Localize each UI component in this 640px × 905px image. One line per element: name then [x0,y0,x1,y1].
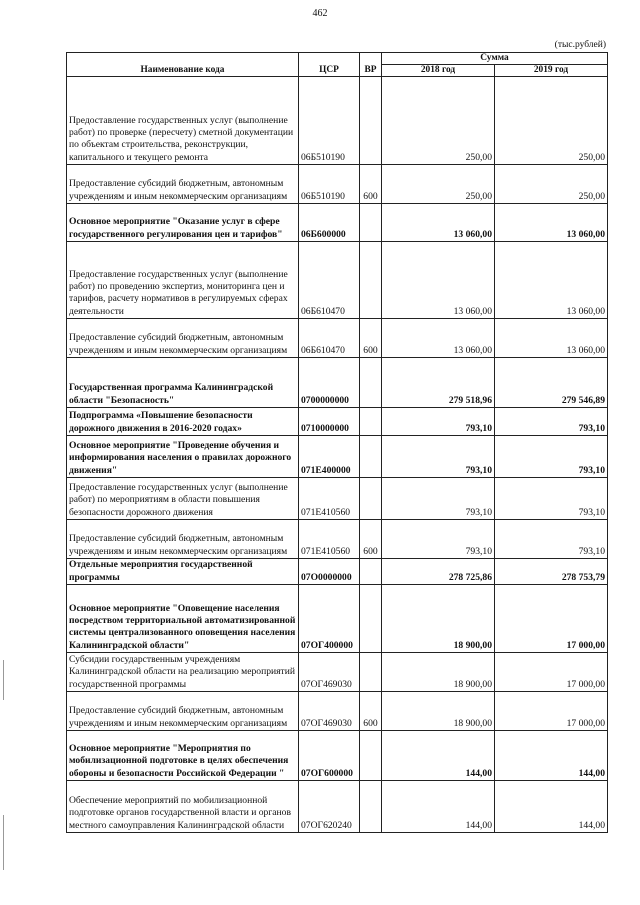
row-amount-2018: 13 060,00 [382,242,495,319]
row-vr-code [360,436,382,478]
table-body [67,77,608,833]
row-name: Предоставление субсидий бюджетным, автономным учреждениям и иным некоммерческим организациям [67,520,299,559]
table-row [67,559,608,585]
row-amount-2019: 13 060,00 [495,204,608,242]
row-amount-2018: 250,00 [382,165,495,204]
table-row [67,585,608,653]
row-csr-code: 07ОГ469030 [299,692,360,731]
table-row [67,520,608,559]
row-vr-code [360,242,382,319]
row-csr-code: 07ОГ620240 [299,781,360,833]
header-vr: ВР [360,53,382,77]
table-row [67,242,608,319]
row-amount-2018: 278 725,86 [382,559,495,585]
row-csr-code: 07ОГ600000 [299,731,360,781]
row-amount-2019: 793,10 [495,408,608,436]
table-row [67,653,608,692]
budget-table [66,52,608,833]
row-csr-code: 071Е410560 [299,478,360,520]
row-name: Отдельные мероприятия государственной программы [67,559,299,585]
row-name: Подпрограмма «Повышение безопасности дорожного движения в 2016-2020 годах» [67,408,299,436]
row-vr-code [360,559,382,585]
row-csr-code: 07О0000000 [299,559,360,585]
row-name: Предоставление субсидий бюджетным, автономным учреждениям и иным некоммерческим организациям [67,692,299,731]
row-amount-2019: 793,10 [495,436,608,478]
page-number: 462 [312,8,328,19]
table-row [67,731,608,781]
row-name: Обеспечение мероприятий по мобилизационной подготовке органов государственной власти и органов местного самоуправления Калининградской области [67,781,299,833]
row-amount-2019: 279 546,89 [495,358,608,408]
left-margin-mark [3,815,4,870]
row-name: Предоставление государственных услуг (выполнение работ) по мероприятиям в области повышения безопасности дорожного движения [67,478,299,520]
row-amount-2019: 17 000,00 [495,585,608,653]
row-name: Государственная программа Калининградской области "Безопасность" [67,358,299,408]
table-row [67,692,608,731]
row-amount-2019: 13 060,00 [495,242,608,319]
row-csr-code: 06Б600000 [299,204,360,242]
row-csr-code: 06Б610470 [299,242,360,319]
row-vr-code [360,478,382,520]
row-name: Основное мероприятие "Оповещение населения посредством территориальной автоматизированной системы централизованного оповещения населения Калининградской области" [67,585,299,653]
row-amount-2018: 144,00 [382,781,495,833]
row-vr-code: 600 [360,165,382,204]
row-csr-code: 06Б610470 [299,319,360,358]
row-amount-2019: 278 753,79 [495,559,608,585]
row-amount-2019: 793,10 [495,478,608,520]
row-vr-code [360,358,382,408]
row-vr-code [360,781,382,833]
row-amount-2018: 279 518,96 [382,358,495,408]
row-name: Основное мероприятие "Мероприятия по мобилизационной подготовке в целях обеспечения обороны и безопасности Российской Федерации " [67,731,299,781]
row-csr-code: 071Е410560 [299,520,360,559]
row-amount-2019: 250,00 [495,165,608,204]
header-year-2018: 2018 год [382,65,495,77]
row-amount-2019: 144,00 [495,781,608,833]
units-label: (тыс.рублей) [554,40,606,50]
row-name: Основное мероприятие "Проведение обучения и информирования населения о правилах дорожного движения" [67,436,299,478]
row-csr-code: 0700000000 [299,358,360,408]
table-row [67,165,608,204]
row-vr-code: 600 [360,692,382,731]
row-amount-2018: 144,00 [382,731,495,781]
row-amount-2019: 17 000,00 [495,692,608,731]
row-vr-code: 600 [360,520,382,559]
left-margin-mark [3,660,4,700]
table-row [67,204,608,242]
row-name: Субсидии государственным учреждениям Калининградской области на реализацию мероприятий государственной программы [67,653,299,692]
row-amount-2018: 13 060,00 [382,319,495,358]
table-row [67,436,608,478]
row-vr-code [360,731,382,781]
row-csr-code: 06Б510190 [299,77,360,165]
row-csr-code: 06Б510190 [299,165,360,204]
row-amount-2018: 18 900,00 [382,692,495,731]
row-vr-code [360,653,382,692]
header-year-2019: 2019 год [495,65,608,77]
table-row [67,319,608,358]
row-vr-code [360,77,382,165]
row-amount-2018: 793,10 [382,408,495,436]
row-amount-2019: 17 000,00 [495,653,608,692]
row-csr-code: 071Е400000 [299,436,360,478]
table-row [67,408,608,436]
row-amount-2018: 250,00 [382,77,495,165]
row-amount-2018: 793,10 [382,520,495,559]
row-amount-2019: 13 060,00 [495,319,608,358]
table-row [67,77,608,165]
row-amount-2018: 13 060,00 [382,204,495,242]
row-amount-2019: 793,10 [495,520,608,559]
row-vr-code: 600 [360,319,382,358]
row-vr-code [360,585,382,653]
header-sum: Сумма [382,53,608,65]
row-amount-2019: 144,00 [495,731,608,781]
row-name: Предоставление субсидий бюджетным, автономным учреждениям и иным некоммерческим организациям [67,165,299,204]
table-row [67,478,608,520]
row-vr-code [360,204,382,242]
table-row [67,358,608,408]
row-amount-2019: 250,00 [495,77,608,165]
row-amount-2018: 793,10 [382,436,495,478]
table-row [67,781,608,833]
row-vr-code [360,408,382,436]
row-name: Предоставление государственных услуг (выполнение работ) по проведению экспертиз, мониторинга цен и тарифов, расчету нормативов в регулируемых сферах деятельности [67,242,299,319]
row-csr-code: 07ОГ469030 [299,653,360,692]
row-csr-code: 0710000000 [299,408,360,436]
row-amount-2018: 18 900,00 [382,585,495,653]
header-name: Наименование кода [67,53,299,77]
row-amount-2018: 18 900,00 [382,653,495,692]
header-csr: ЦСР [299,53,360,77]
row-csr-code: 07ОГ400000 [299,585,360,653]
row-name: Предоставление государственных услуг (выполнение работ) по проверке (пересчету) сметной документации по объектам строительства, реконструкции, капитального и текущего ремонта [67,77,299,165]
row-name: Основное мероприятие "Оказание услуг в сфере государственного регулирования цен и тарифов" [67,204,299,242]
row-amount-2018: 793,10 [382,478,495,520]
row-name: Предоставление субсидий бюджетным, автономным учреждениям и иным некоммерческим организациям [67,319,299,358]
